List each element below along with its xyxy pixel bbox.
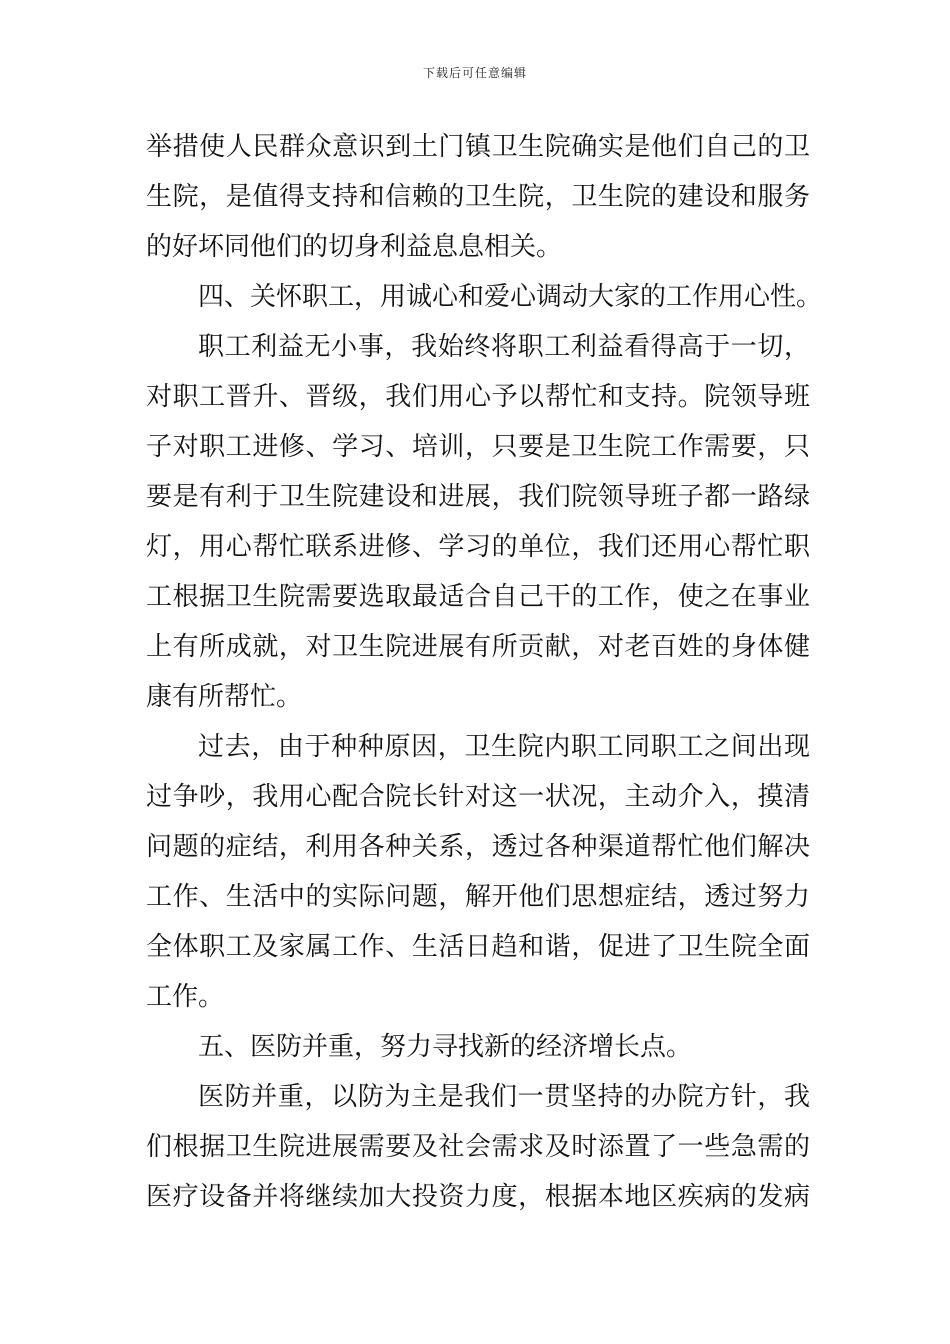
paragraph xyxy=(146,122,810,272)
text-line: 要是有利于卫生院建设和进展，我们院领导班子都一路绿 xyxy=(146,482,810,512)
text-line: 医疗设备并将继续加大投资力度，根据本地区疾病的发病 xyxy=(146,1182,810,1212)
text-line: 五、医防并重，努力寻找新的经济增长点。 xyxy=(198,1032,693,1062)
text-line: 生院，是值得支持和信赖的卫生院，卫生院的建设和服务 xyxy=(146,182,810,212)
text-line: 工根据卫生院需要选取最适合自己干的工作，使之在事业 xyxy=(146,582,810,612)
text-line: 上有所成就，对卫生院进展有所贡献，对老百姓的身体健 xyxy=(146,632,810,662)
text-line: 职工利益无小事，我始终将职工利益看得高于一切， xyxy=(198,332,810,362)
page-header: 下载后可任意编辑 xyxy=(422,66,527,80)
paragraph xyxy=(146,322,810,722)
section-heading xyxy=(146,1022,810,1072)
text-line: 的好坏同他们的切身利益息息相关。 xyxy=(146,232,563,262)
text-line: 过争吵，我用心配合院长针对这一状况，主动介入，摸清 xyxy=(146,782,810,812)
section-heading xyxy=(146,272,823,322)
text-line: 举措使人民群众意识到土门镇卫生院确实是他们自己的卫 xyxy=(146,132,810,162)
text-line: 康有所帮忙。 xyxy=(146,682,303,712)
text-line: 工作。 xyxy=(146,982,225,1012)
text-line: 子对职工进修、学习、培训，只要是卫生院工作需要，只 xyxy=(146,432,810,462)
text-line: 过去，由于种种原因，卫生院内职工同职工之间出现 xyxy=(198,732,810,762)
paragraph xyxy=(146,722,810,1022)
text-line: 医防并重，以防为主是我们一贯坚持的办院方针，我 xyxy=(198,1082,810,1112)
text-line: 四、关怀职工，用诚心和爱心调动大家的工作用心性。 xyxy=(198,282,823,312)
document-body xyxy=(146,122,823,1222)
paragraph xyxy=(146,1072,810,1222)
text-line: 工作、生活中的实际问题，解开他们思想症结，透过努力 xyxy=(146,882,810,912)
text-line: 对职工晋升、晋级，我们用心予以帮忙和支持。院领导班 xyxy=(146,382,810,412)
text-line: 灯，用心帮忙联系进修、学习的单位，我们还用心帮忙职 xyxy=(146,532,810,562)
text-line: 问题的症结，利用各种关系，透过各种渠道帮忙他们解决 xyxy=(146,832,810,862)
text-line: 们根据卫生院进展需要及社会需求及时添置了一些急需的 xyxy=(146,1132,810,1162)
text-line: 全体职工及家属工作、生活日趋和谐，促进了卫生院全面 xyxy=(146,932,810,962)
